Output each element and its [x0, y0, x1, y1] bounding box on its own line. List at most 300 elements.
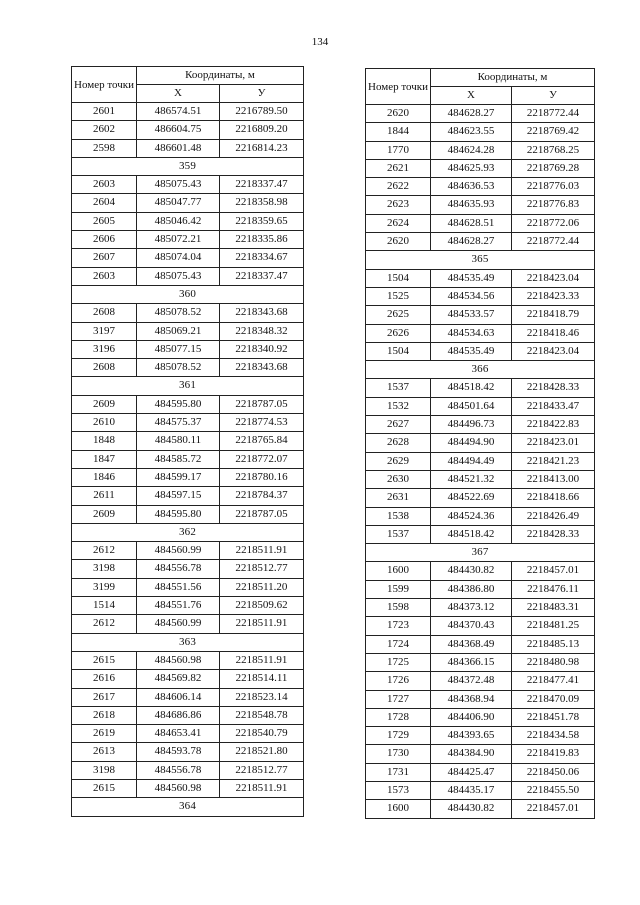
- point-number-cell: 2615: [72, 651, 137, 669]
- group-label: 360: [72, 285, 304, 303]
- point-number-cell: 2612: [72, 542, 137, 560]
- point-number-cell: 2623: [366, 196, 431, 214]
- group-label: 365: [366, 251, 595, 269]
- x-coordinate-cell: 484522.69: [431, 489, 512, 507]
- point-number-cell: 1504: [366, 342, 431, 360]
- x-coordinate-cell: 484623.55: [431, 123, 512, 141]
- x-coordinate-cell: 484597.15: [137, 487, 220, 505]
- point-number-cell: 2609: [72, 395, 137, 413]
- y-coordinate-cell: 2218418.79: [512, 306, 595, 324]
- y-coordinate-cell: 2218772.06: [512, 214, 595, 232]
- point-number-cell: 3196: [72, 340, 137, 358]
- table-row: [72, 725, 304, 743]
- table-row: [72, 505, 304, 523]
- point-number-cell: 2612: [72, 615, 137, 633]
- table-row: [366, 452, 595, 470]
- table-row: [72, 578, 304, 596]
- table-row: [366, 470, 595, 488]
- y-coordinate-cell: 2218426.49: [512, 507, 595, 525]
- group-row: [366, 251, 595, 269]
- table-body-left: [72, 103, 304, 817]
- x-coordinate-cell: 484386.80: [431, 580, 512, 598]
- y-coordinate-cell: 2218483.31: [512, 599, 595, 617]
- y-coordinate-cell: 2218772.07: [220, 450, 304, 468]
- point-number-cell: 1599: [366, 580, 431, 598]
- x-coordinate-cell: 484560.99: [137, 615, 220, 633]
- header-point-number: Номер точки: [72, 67, 137, 103]
- point-number-cell: 1598: [366, 599, 431, 617]
- x-coordinate-cell: 484435.17: [431, 781, 512, 799]
- point-number-cell: 2627: [366, 416, 431, 434]
- x-coordinate-cell: 485075.43: [137, 267, 220, 285]
- table-row: [72, 395, 304, 413]
- y-coordinate-cell: 2218343.68: [220, 359, 304, 377]
- point-number-cell: 1525: [366, 287, 431, 305]
- x-coordinate-cell: 485078.52: [137, 304, 220, 322]
- x-coordinate-cell: 485075.43: [137, 176, 220, 194]
- y-coordinate-cell: 2218428.33: [512, 525, 595, 543]
- y-coordinate-cell: 2216809.20: [220, 121, 304, 139]
- table-row: [72, 450, 304, 468]
- x-coordinate-cell: 484593.78: [137, 743, 220, 761]
- table-row: [366, 269, 595, 287]
- point-number-cell: 1723: [366, 617, 431, 635]
- x-coordinate-cell: 484533.57: [431, 306, 512, 324]
- table-row: [72, 212, 304, 230]
- point-number-cell: 1532: [366, 397, 431, 415]
- x-coordinate-cell: 484560.99: [137, 542, 220, 560]
- table-row: [366, 105, 595, 123]
- group-label: 362: [72, 523, 304, 541]
- header-coordinates: Координаты, м: [137, 67, 304, 85]
- y-coordinate-cell: 2218511.91: [220, 542, 304, 560]
- table-row: [366, 745, 595, 763]
- point-number-cell: 2601: [72, 103, 137, 121]
- point-number-cell: 2604: [72, 194, 137, 212]
- y-coordinate-cell: 2218514.11: [220, 670, 304, 688]
- table-row: [366, 653, 595, 671]
- group-row: [72, 285, 304, 303]
- table-row: [366, 342, 595, 360]
- point-number-cell: 2603: [72, 176, 137, 194]
- x-coordinate-cell: 484494.49: [431, 452, 512, 470]
- x-coordinate-cell: 484370.43: [431, 617, 512, 635]
- y-coordinate-cell: 2218787.05: [220, 395, 304, 413]
- group-label: 364: [72, 798, 304, 816]
- table-row: [72, 103, 304, 121]
- y-coordinate-cell: 2218480.98: [512, 653, 595, 671]
- x-coordinate-cell: 484636.53: [431, 178, 512, 196]
- x-coordinate-cell: 484580.11: [137, 432, 220, 450]
- point-number-cell: 1770: [366, 141, 431, 159]
- y-coordinate-cell: 2218337.47: [220, 176, 304, 194]
- header-coordinates: Координаты, м: [431, 69, 595, 87]
- x-coordinate-cell: 484624.28: [431, 141, 512, 159]
- y-coordinate-cell: 2218511.91: [220, 615, 304, 633]
- y-coordinate-cell: 2218433.47: [512, 397, 595, 415]
- group-label: 367: [366, 544, 595, 562]
- point-number-cell: 1600: [366, 562, 431, 580]
- point-number-cell: 2628: [366, 434, 431, 452]
- x-coordinate-cell: 485072.21: [137, 231, 220, 249]
- point-number-cell: 1848: [72, 432, 137, 450]
- x-coordinate-cell: 484628.27: [431, 233, 512, 251]
- table-row: [366, 708, 595, 726]
- point-number-cell: 2609: [72, 505, 137, 523]
- table-row: [72, 267, 304, 285]
- point-number-cell: 2611: [72, 487, 137, 505]
- x-coordinate-cell: 484518.42: [431, 379, 512, 397]
- table-row: [72, 779, 304, 797]
- header-x: X: [431, 87, 512, 105]
- point-number-cell: 1731: [366, 763, 431, 781]
- x-coordinate-cell: 485074.04: [137, 249, 220, 267]
- point-number-cell: 1844: [366, 123, 431, 141]
- header-y: У: [220, 85, 304, 103]
- table-row: [366, 507, 595, 525]
- table-row: [366, 727, 595, 745]
- table-row: [366, 599, 595, 617]
- group-label: 361: [72, 377, 304, 395]
- table-row: [72, 322, 304, 340]
- y-coordinate-cell: 2218523.14: [220, 688, 304, 706]
- table-body-right: [366, 105, 595, 819]
- y-coordinate-cell: 2218470.09: [512, 690, 595, 708]
- point-number-cell: 2616: [72, 670, 137, 688]
- table-row: [72, 121, 304, 139]
- x-coordinate-cell: 484494.90: [431, 434, 512, 452]
- table-row: [366, 196, 595, 214]
- table-row: [72, 651, 304, 669]
- y-coordinate-cell: 2218358.98: [220, 194, 304, 212]
- x-coordinate-cell: 484368.49: [431, 635, 512, 653]
- y-coordinate-cell: 2218476.11: [512, 580, 595, 598]
- table-row: [72, 304, 304, 322]
- x-coordinate-cell: 484628.51: [431, 214, 512, 232]
- x-coordinate-cell: 484599.17: [137, 468, 220, 486]
- point-number-cell: 2630: [366, 470, 431, 488]
- y-coordinate-cell: 2218359.65: [220, 212, 304, 230]
- y-coordinate-cell: 2218780.16: [220, 468, 304, 486]
- point-number-cell: 2606: [72, 231, 137, 249]
- table-row: [72, 249, 304, 267]
- y-coordinate-cell: 2218337.47: [220, 267, 304, 285]
- point-number-cell: 2603: [72, 267, 137, 285]
- y-coordinate-cell: 2218512.77: [220, 560, 304, 578]
- table-row: [72, 139, 304, 157]
- point-number-cell: 2620: [366, 105, 431, 123]
- point-number-cell: 1537: [366, 379, 431, 397]
- point-number-cell: 2602: [72, 121, 137, 139]
- point-number-cell: 1538: [366, 507, 431, 525]
- y-coordinate-cell: 2218418.66: [512, 489, 595, 507]
- y-coordinate-cell: 2218455.50: [512, 781, 595, 799]
- table-row: [366, 397, 595, 415]
- point-number-cell: 2622: [366, 178, 431, 196]
- table-row: [72, 359, 304, 377]
- point-number-cell: 1727: [366, 690, 431, 708]
- point-number-cell: 2624: [366, 214, 431, 232]
- y-coordinate-cell: 2218772.44: [512, 233, 595, 251]
- x-coordinate-cell: 485078.52: [137, 359, 220, 377]
- table-row: [366, 123, 595, 141]
- x-coordinate-cell: 484430.82: [431, 562, 512, 580]
- point-number-cell: 1846: [72, 468, 137, 486]
- x-coordinate-cell: 486604.75: [137, 121, 220, 139]
- group-label: 366: [366, 361, 595, 379]
- y-coordinate-cell: 2218776.83: [512, 196, 595, 214]
- point-number-cell: 2620: [366, 233, 431, 251]
- x-coordinate-cell: 484425.47: [431, 763, 512, 781]
- y-coordinate-cell: 2218769.28: [512, 159, 595, 177]
- x-coordinate-cell: 484551.76: [137, 597, 220, 615]
- point-number-cell: 1504: [366, 269, 431, 287]
- point-number-cell: 1724: [366, 635, 431, 653]
- y-coordinate-cell: 2218477.41: [512, 672, 595, 690]
- y-coordinate-cell: 2218413.00: [512, 470, 595, 488]
- y-coordinate-cell: 2218451.78: [512, 708, 595, 726]
- x-coordinate-cell: 484406.90: [431, 708, 512, 726]
- x-coordinate-cell: 484686.86: [137, 706, 220, 724]
- x-coordinate-cell: 484595.80: [137, 505, 220, 523]
- y-coordinate-cell: 2218784.37: [220, 487, 304, 505]
- x-coordinate-cell: 484373.12: [431, 599, 512, 617]
- x-coordinate-cell: 484384.90: [431, 745, 512, 763]
- coordinates-table-left: [71, 66, 304, 817]
- x-coordinate-cell: 484560.98: [137, 779, 220, 797]
- table-row: [366, 416, 595, 434]
- x-coordinate-cell: 484518.42: [431, 525, 512, 543]
- point-number-cell: 2608: [72, 304, 137, 322]
- table-row: [72, 194, 304, 212]
- point-number-cell: 2617: [72, 688, 137, 706]
- y-coordinate-cell: 2218428.33: [512, 379, 595, 397]
- point-number-cell: 2631: [366, 489, 431, 507]
- y-coordinate-cell: 2218521.80: [220, 743, 304, 761]
- point-number-cell: 2618: [72, 706, 137, 724]
- x-coordinate-cell: 484551.56: [137, 578, 220, 596]
- header-y: У: [512, 87, 595, 105]
- y-coordinate-cell: 2218348.32: [220, 322, 304, 340]
- table-row: [366, 434, 595, 452]
- table-row: [72, 706, 304, 724]
- y-coordinate-cell: 2218423.04: [512, 269, 595, 287]
- x-coordinate-cell: 484521.32: [431, 470, 512, 488]
- y-coordinate-cell: 2216814.23: [220, 139, 304, 157]
- point-number-cell: 3197: [72, 322, 137, 340]
- y-coordinate-cell: 2218772.44: [512, 105, 595, 123]
- y-coordinate-cell: 2218457.01: [512, 562, 595, 580]
- point-number-cell: 2619: [72, 725, 137, 743]
- point-number-cell: 1728: [366, 708, 431, 726]
- table-row: [72, 468, 304, 486]
- y-coordinate-cell: 2218418.46: [512, 324, 595, 342]
- table-row: [72, 231, 304, 249]
- group-row: [72, 523, 304, 541]
- table-row: [72, 761, 304, 779]
- table-row: [366, 800, 595, 818]
- x-coordinate-cell: 484606.14: [137, 688, 220, 706]
- table-row: [366, 233, 595, 251]
- table-row: [72, 542, 304, 560]
- point-number-cell: 3198: [72, 761, 137, 779]
- table-row: [72, 743, 304, 761]
- y-coordinate-cell: 2218511.91: [220, 651, 304, 669]
- y-coordinate-cell: 2218335.86: [220, 231, 304, 249]
- point-number-cell: 2610: [72, 414, 137, 432]
- y-coordinate-cell: 2218485.13: [512, 635, 595, 653]
- point-number-cell: 2607: [72, 249, 137, 267]
- group-row: [366, 361, 595, 379]
- table-row: [366, 306, 595, 324]
- y-coordinate-cell: 2218423.33: [512, 287, 595, 305]
- y-coordinate-cell: 2218419.83: [512, 745, 595, 763]
- header-x: X: [137, 85, 220, 103]
- table-row: [72, 432, 304, 450]
- table-row: [72, 688, 304, 706]
- table-row: [366, 159, 595, 177]
- table-row: [366, 781, 595, 799]
- group-row: [72, 377, 304, 395]
- y-coordinate-cell: 2218548.78: [220, 706, 304, 724]
- point-number-cell: 2598: [72, 139, 137, 157]
- point-number-cell: 2615: [72, 779, 137, 797]
- x-coordinate-cell: 484496.73: [431, 416, 512, 434]
- y-coordinate-cell: 2218457.01: [512, 800, 595, 818]
- x-coordinate-cell: 484595.80: [137, 395, 220, 413]
- x-coordinate-cell: 484524.36: [431, 507, 512, 525]
- coordinates-table-right: [365, 68, 595, 819]
- y-coordinate-cell: 2218769.42: [512, 123, 595, 141]
- point-number-cell: 1600: [366, 800, 431, 818]
- x-coordinate-cell: 485046.42: [137, 212, 220, 230]
- point-number-cell: 1730: [366, 745, 431, 763]
- y-coordinate-cell: 2218765.84: [220, 432, 304, 450]
- y-coordinate-cell: 2218481.25: [512, 617, 595, 635]
- group-row: [72, 157, 304, 175]
- point-number-cell: 1729: [366, 727, 431, 745]
- x-coordinate-cell: 484560.98: [137, 651, 220, 669]
- x-coordinate-cell: 484635.93: [431, 196, 512, 214]
- table-row: [366, 525, 595, 543]
- table-row: [366, 763, 595, 781]
- group-label: 363: [72, 633, 304, 651]
- point-number-cell: 2613: [72, 743, 137, 761]
- x-coordinate-cell: 484575.37: [137, 414, 220, 432]
- table-row: [72, 487, 304, 505]
- x-coordinate-cell: 484535.49: [431, 269, 512, 287]
- table-row: [366, 635, 595, 653]
- y-coordinate-cell: 2216789.50: [220, 103, 304, 121]
- x-coordinate-cell: 484585.72: [137, 450, 220, 468]
- group-row: [72, 798, 304, 816]
- table-row: [72, 560, 304, 578]
- point-number-cell: 2626: [366, 324, 431, 342]
- table-row: [366, 672, 595, 690]
- point-number-cell: 1537: [366, 525, 431, 543]
- point-number-cell: 1847: [72, 450, 137, 468]
- y-coordinate-cell: 2218511.20: [220, 578, 304, 596]
- table-row: [366, 379, 595, 397]
- x-coordinate-cell: 484372.48: [431, 672, 512, 690]
- y-coordinate-cell: 2218423.01: [512, 434, 595, 452]
- x-coordinate-cell: 484393.65: [431, 727, 512, 745]
- y-coordinate-cell: 2218787.05: [220, 505, 304, 523]
- x-coordinate-cell: 484628.27: [431, 105, 512, 123]
- table-row: [366, 489, 595, 507]
- point-number-cell: 3199: [72, 578, 137, 596]
- x-coordinate-cell: 486574.51: [137, 103, 220, 121]
- y-coordinate-cell: 2218509.62: [220, 597, 304, 615]
- y-coordinate-cell: 2218343.68: [220, 304, 304, 322]
- x-coordinate-cell: 486601.48: [137, 139, 220, 157]
- point-number-cell: 2621: [366, 159, 431, 177]
- x-coordinate-cell: 484556.78: [137, 560, 220, 578]
- table-row: [366, 617, 595, 635]
- group-row: [72, 633, 304, 651]
- table-row: [72, 414, 304, 432]
- x-coordinate-cell: 484535.49: [431, 342, 512, 360]
- table-row: [72, 670, 304, 688]
- x-coordinate-cell: 484430.82: [431, 800, 512, 818]
- point-number-cell: 2625: [366, 306, 431, 324]
- y-coordinate-cell: 2218768.25: [512, 141, 595, 159]
- table-row: [366, 287, 595, 305]
- x-coordinate-cell: 484653.41: [137, 725, 220, 743]
- table-row: [366, 214, 595, 232]
- x-coordinate-cell: 485047.77: [137, 194, 220, 212]
- table-row: [366, 141, 595, 159]
- x-coordinate-cell: 485069.21: [137, 322, 220, 340]
- group-label: 359: [72, 157, 304, 175]
- y-coordinate-cell: 2218422.83: [512, 416, 595, 434]
- y-coordinate-cell: 2218774.53: [220, 414, 304, 432]
- table-row: [366, 178, 595, 196]
- y-coordinate-cell: 2218511.91: [220, 779, 304, 797]
- header-point-number: Номер точки: [366, 69, 431, 105]
- y-coordinate-cell: 2218340.92: [220, 340, 304, 358]
- x-coordinate-cell: 484534.63: [431, 324, 512, 342]
- point-number-cell: 1573: [366, 781, 431, 799]
- y-coordinate-cell: 2218434.58: [512, 727, 595, 745]
- y-coordinate-cell: 2218334.67: [220, 249, 304, 267]
- x-coordinate-cell: 484501.64: [431, 397, 512, 415]
- table-row: [72, 597, 304, 615]
- y-coordinate-cell: 2218540.79: [220, 725, 304, 743]
- table-row: [72, 340, 304, 358]
- point-number-cell: 1725: [366, 653, 431, 671]
- x-coordinate-cell: 484534.56: [431, 287, 512, 305]
- table-row: [366, 690, 595, 708]
- x-coordinate-cell: 484625.93: [431, 159, 512, 177]
- point-number-cell: 2608: [72, 359, 137, 377]
- table-row: [366, 580, 595, 598]
- y-coordinate-cell: 2218512.77: [220, 761, 304, 779]
- x-coordinate-cell: 484556.78: [137, 761, 220, 779]
- x-coordinate-cell: 485077.15: [137, 340, 220, 358]
- y-coordinate-cell: 2218421.23: [512, 452, 595, 470]
- x-coordinate-cell: 484569.82: [137, 670, 220, 688]
- table-row: [72, 176, 304, 194]
- group-row: [366, 544, 595, 562]
- x-coordinate-cell: 484366.15: [431, 653, 512, 671]
- y-coordinate-cell: 2218423.04: [512, 342, 595, 360]
- y-coordinate-cell: 2218450.06: [512, 763, 595, 781]
- point-number-cell: 1726: [366, 672, 431, 690]
- point-number-cell: 2605: [72, 212, 137, 230]
- point-number-cell: 1514: [72, 597, 137, 615]
- table-row: [366, 562, 595, 580]
